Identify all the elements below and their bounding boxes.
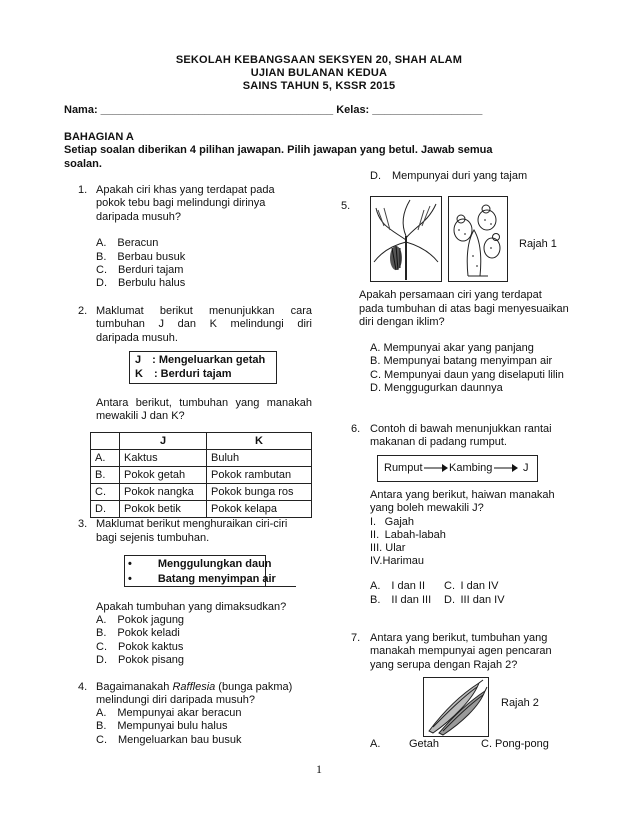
q4-option-b: B. Mempunyai bulu halus: [96, 720, 228, 732]
q1-text: daripada musuh?: [96, 211, 182, 223]
page-number: 1: [316, 762, 322, 776]
table-cell: Kaktus: [120, 450, 207, 467]
q6-question: Antara yang berikut, haiwan manakah: [370, 489, 555, 501]
arrow-right-icon: [494, 463, 518, 473]
table-cell: A.: [91, 450, 120, 467]
okra-pods-image: [423, 677, 489, 737]
q5-option-a: A. Mempunyai akar yang panjang: [370, 342, 534, 354]
q3-bullet-text: Menggulungkan daun: [157, 558, 272, 570]
q3-text: Maklumat berikut menghuraikan ciri-ciri: [96, 518, 288, 530]
table-cell: Pokok nangka: [120, 484, 207, 501]
table-cell: Pokok betik: [120, 501, 207, 518]
q3-question: Apakah tumbuhan yang dimaksudkan?: [96, 601, 287, 613]
q1-option-d: D. Berbulu halus: [96, 277, 186, 289]
q4-option-c: C. Mengeluarkan bau busuk: [96, 734, 242, 746]
q5-number: 5.: [341, 200, 351, 212]
table-cell: C.: [91, 484, 120, 501]
q3-option-d: D. Pokok pisang: [96, 654, 185, 666]
q4-number: 4.: [78, 681, 88, 693]
q6-item: I. Gajah: [370, 516, 415, 528]
q7-option-c: C. Pong-pong: [481, 738, 549, 750]
q1-text: pokok tebu bagi melindungi dirinya: [96, 197, 266, 209]
arrow-right-icon: [424, 463, 448, 473]
table-cell: Pokok rambutan: [207, 467, 312, 484]
table-header: [91, 433, 120, 450]
q3-option-a: A. Pokok jagung: [96, 614, 185, 626]
q7-text: yang serupa dengan Rajah 2?: [370, 659, 518, 671]
q3-box-bottom-border: [124, 586, 296, 587]
q5-text: diri dengan iklim?: [359, 316, 445, 328]
q2-text: Maklumat berikut menunjukkan cara: [96, 305, 312, 317]
section-instruction: Setiap soalan diberikan 4 pilihan jawapan. Pilih jawapan yang betul. Jawab semua: [64, 144, 493, 156]
section-title: BAHAGIAN A: [64, 131, 134, 143]
q6-item: III. Ular: [370, 542, 406, 554]
q5-text: pada tumbuhan di atas bagi menyesuaikan: [359, 303, 569, 315]
table-cell: Buluh: [207, 450, 312, 467]
q2-info-j: J : Mengeluarkan getah: [135, 354, 266, 366]
subject-title: SAINS TAHUN 5, KSSR 2015: [242, 80, 396, 92]
table-cell: B.: [91, 467, 120, 484]
q6-option-c: C. I dan IV: [444, 580, 499, 592]
table-cell: Pokok kelapa: [207, 501, 312, 518]
q1-option-b: B. Berbau busuk: [96, 251, 186, 263]
q3-option-b: B. Pokok keladi: [96, 627, 180, 639]
q3-bullet-1: [128, 558, 272, 570]
q6-option-b: B. II dan III: [370, 594, 432, 606]
q6-item: II. Labah-labah: [370, 529, 446, 541]
table-row: [91, 501, 312, 518]
q1-option-c: C. Berduri tajam: [96, 264, 184, 276]
cactus-image: [448, 196, 508, 282]
q6-text: Contoh di bawah menunjukkan rantai: [370, 423, 552, 435]
rajah-2-label: Rajah 2: [501, 697, 539, 709]
rajah-1-label: Rajah 1: [519, 238, 557, 250]
name-class-line: Nama: ______________________________________ Kelas: __________________: [64, 104, 483, 116]
q2-number: 2.: [78, 305, 88, 317]
q2-text: tumbuhan J dan K melindungi diri: [96, 318, 312, 330]
q7-text: manakah mempunyai agen pencaran: [370, 645, 552, 657]
q6-option-a: A. I dan II: [370, 580, 426, 592]
table-cell: Pokok bunga ros: [207, 484, 312, 501]
q3-text: bagi sejenis tumbuhan.: [96, 532, 210, 544]
food-chain-j: J: [523, 462, 529, 474]
q6-option-d: D. III dan IV: [444, 594, 505, 606]
q5-text: Apakah persamaan ciri yang terdapat: [359, 289, 542, 301]
q2-text: daripada musuh.: [96, 332, 178, 344]
q6-text: makanan di padang rumput.: [370, 436, 507, 448]
q6-item: IV.Harimau: [370, 555, 425, 567]
q3-number: 3.: [78, 518, 88, 530]
table-row: [91, 467, 312, 484]
q4-text: melindungi diri daripada musuh?: [96, 694, 255, 706]
food-chain-rumput: Rumput: [384, 462, 423, 474]
q4-option-a: A. Mempunyai akar beracun: [96, 707, 242, 719]
table-row: [91, 484, 312, 501]
q3-option-c: C. Pokok kaktus: [96, 641, 184, 653]
table-row: [91, 450, 312, 467]
q2-question: Antara berikut, tumbuhan yang manakah: [96, 397, 312, 409]
q1-number: 1.: [78, 184, 88, 196]
q4-text: Bagaimanakah Rafflesia (bunga pakma): [96, 681, 293, 693]
table-cell: Pokok getah: [120, 467, 207, 484]
q7-number: 7.: [351, 632, 361, 644]
table-cell: D.: [91, 501, 120, 518]
q5-option-d: D. Menggugurkan daunnya: [370, 382, 503, 394]
q7-text: Antara yang berikut, tumbuhan yang: [370, 632, 548, 644]
q4-species-name: Rafflesia: [172, 681, 216, 693]
food-chain-kambing: Kambing: [449, 462, 493, 474]
q6-number: 6.: [351, 423, 361, 435]
school-name: SEKOLAH KEBANGSAAN SEKSYEN 20, SHAH ALAM: [175, 54, 463, 66]
bullet-icon: •: [128, 558, 132, 570]
q1-option-a: A. Beracun: [96, 237, 159, 249]
q3-bullet-text: Batang menyimpan air: [157, 573, 276, 585]
q2-question: mewakili J dan K?: [96, 410, 185, 422]
q2-info-box: [129, 351, 277, 384]
q1-text: Apakah ciri khas yang terdapat pada: [96, 184, 275, 196]
q5-option-c: C. Mempunyai daun yang diselaputi lilin: [370, 369, 564, 381]
q3-bullet-2: [128, 573, 276, 585]
banana-plant-image: [370, 196, 442, 282]
q6-question: yang boleh mewakili J?: [370, 502, 484, 514]
q2-info-k: K : Berduri tajam: [135, 368, 232, 380]
bullet-icon: •: [128, 573, 132, 585]
q5-option-b: B. Mempunyai batang menyimpan air: [370, 355, 553, 367]
q4-option-d: D. Mempunyai duri yang tajam: [370, 170, 528, 182]
table-header-k: K: [207, 433, 312, 450]
q2-answer-table: [90, 432, 312, 518]
q7-option-a-text: Getah: [409, 738, 439, 750]
exam-title: UJIAN BULANAN KEDUA: [250, 67, 388, 79]
q7-option-a: A.: [370, 738, 381, 750]
section-instruction-cont: soalan.: [64, 158, 102, 170]
table-header-j: J: [120, 433, 207, 450]
